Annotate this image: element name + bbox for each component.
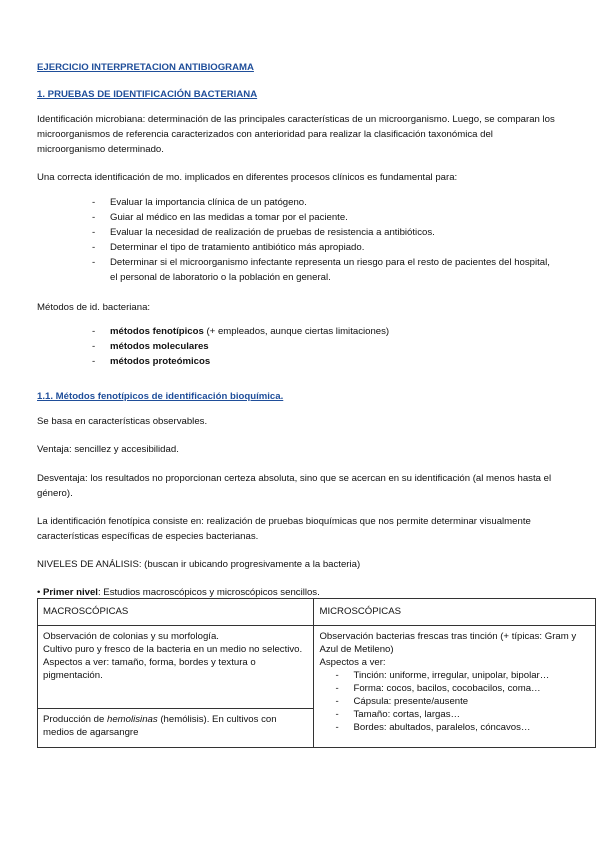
methods-list: [92, 324, 389, 369]
macro-line: Cultivo puro y fresco de la bacteria en un medio no selectivo.: [43, 644, 303, 655]
micro-cell: [314, 626, 596, 748]
method-note: (+ empleados, aunque ciertas limitaciones): [203, 326, 390, 337]
list-item: - Cápsula: presente/ausente: [335, 695, 590, 708]
first-level-text: : Estudios macroscópicos y microscópicos sencillos.: [97, 587, 320, 598]
macro-line: Aspectos a ver: tamaño, forma, bordes y textura o pigmentación.: [43, 657, 256, 681]
header-microscopic: MICROSCÓPICAS: [314, 599, 596, 626]
hemolysis-term: hemolisinas: [107, 714, 158, 725]
hemolysis-pre: Producción de: [43, 714, 107, 725]
purpose-list: [92, 195, 552, 285]
list-item: - Evaluar la necesidad de realización de pruebas de resistencia a antibióticos.: [92, 225, 552, 240]
paragraph-levels: NIVELES DE ANÁLISIS: (buscan ir ubicando progresivamente a la bacteria): [37, 559, 361, 570]
method-name: métodos moleculares: [110, 341, 209, 352]
header-macroscopic: MACROSCÓPICAS: [38, 599, 314, 626]
list-item: [92, 324, 389, 339]
paragraph-advantage: Ventaja: sencillez y accesibilidad.: [37, 444, 179, 455]
list-item: - Bordes: abultados, paralelos, cóncavos…: [335, 721, 590, 734]
micro-line: Observación bacterias frescas tras tinción (+ típicas: Gram y Azul de Metileno): [319, 631, 577, 655]
first-level-label: Primer nivel: [43, 587, 98, 598]
list-item: - Forma: cocos, bacilos, cocobacilos, coma…: [335, 682, 590, 695]
list-item: [92, 339, 389, 354]
method-name: métodos fenotípicos: [110, 326, 204, 337]
paragraph-disadvantage: Desventaja: los resultados no proporcionan certeza absoluta, sino que se acercan en su identificación (al menos hasta el género).: [37, 473, 552, 499]
bullet-dot: •: [37, 587, 44, 598]
hemolysis-post: (hemólisis). En cultivos con medios de agarsangre: [43, 714, 277, 738]
list-item: - Guiar al médico en las medidas a tomar por el paciente.: [92, 210, 552, 225]
analysis-table: [37, 598, 596, 748]
list-item: [92, 354, 389, 369]
macro-line: Observación de colonias y su morfología.: [43, 631, 219, 642]
section-heading-1: 1. PRUEBAS DE IDENTIFICACIÓN BACTERIANA: [37, 89, 258, 100]
document-title: EJERCICIO INTERPRETACION ANTIBIOGRAMA: [37, 62, 254, 73]
section-heading-1-1: 1.1. Métodos fenotípicos de identificación bioquímica.: [37, 391, 284, 402]
list-item: - Determinar si el microorganismo infectante representa un riesgo para el resto de pacientes del hospital, el personal de laboratorio o la población en general.: [92, 255, 552, 285]
intro-paragraph: Identificación microbiana: determinación de las principales características de un microorganismo. Luego, se comparan los microorganismos de referencia caracterizados con anterioridad para realizar la clasificación taxonómica del microorganismo determinado.: [37, 114, 555, 155]
list-item: - Evaluar la importancia clínica de un patógeno.: [92, 195, 552, 210]
method-name: métodos proteómicos: [110, 356, 211, 367]
intro-paragraph-2: Una correcta identificación de mo. implicados en diferentes procesos clínicos es fundamental para:: [37, 172, 458, 183]
paragraph-basis: Se basa en características observables.: [37, 416, 208, 427]
macro-cell: [38, 626, 314, 709]
paragraph-phenotypic: La identificación fenotípica consiste en: realización de pruebas bioquímicas que nos permite determinar visualmente características específicas de especies bacterianas.: [37, 516, 531, 542]
list-item: - Determinar el tipo de tratamiento antibiótico más apropiado.: [92, 240, 552, 255]
methods-intro: Métodos de id. bacteriana:: [37, 302, 151, 313]
micro-line: Aspectos a ver:: [319, 657, 386, 668]
list-item: - Tamaño: cortas, largas…: [335, 708, 590, 721]
micro-aspects-list: [319, 669, 590, 734]
hemolysis-cell: [38, 709, 314, 748]
list-item: - Tinción: uniforme, irregular, unipolar, bipolar…: [335, 669, 590, 682]
